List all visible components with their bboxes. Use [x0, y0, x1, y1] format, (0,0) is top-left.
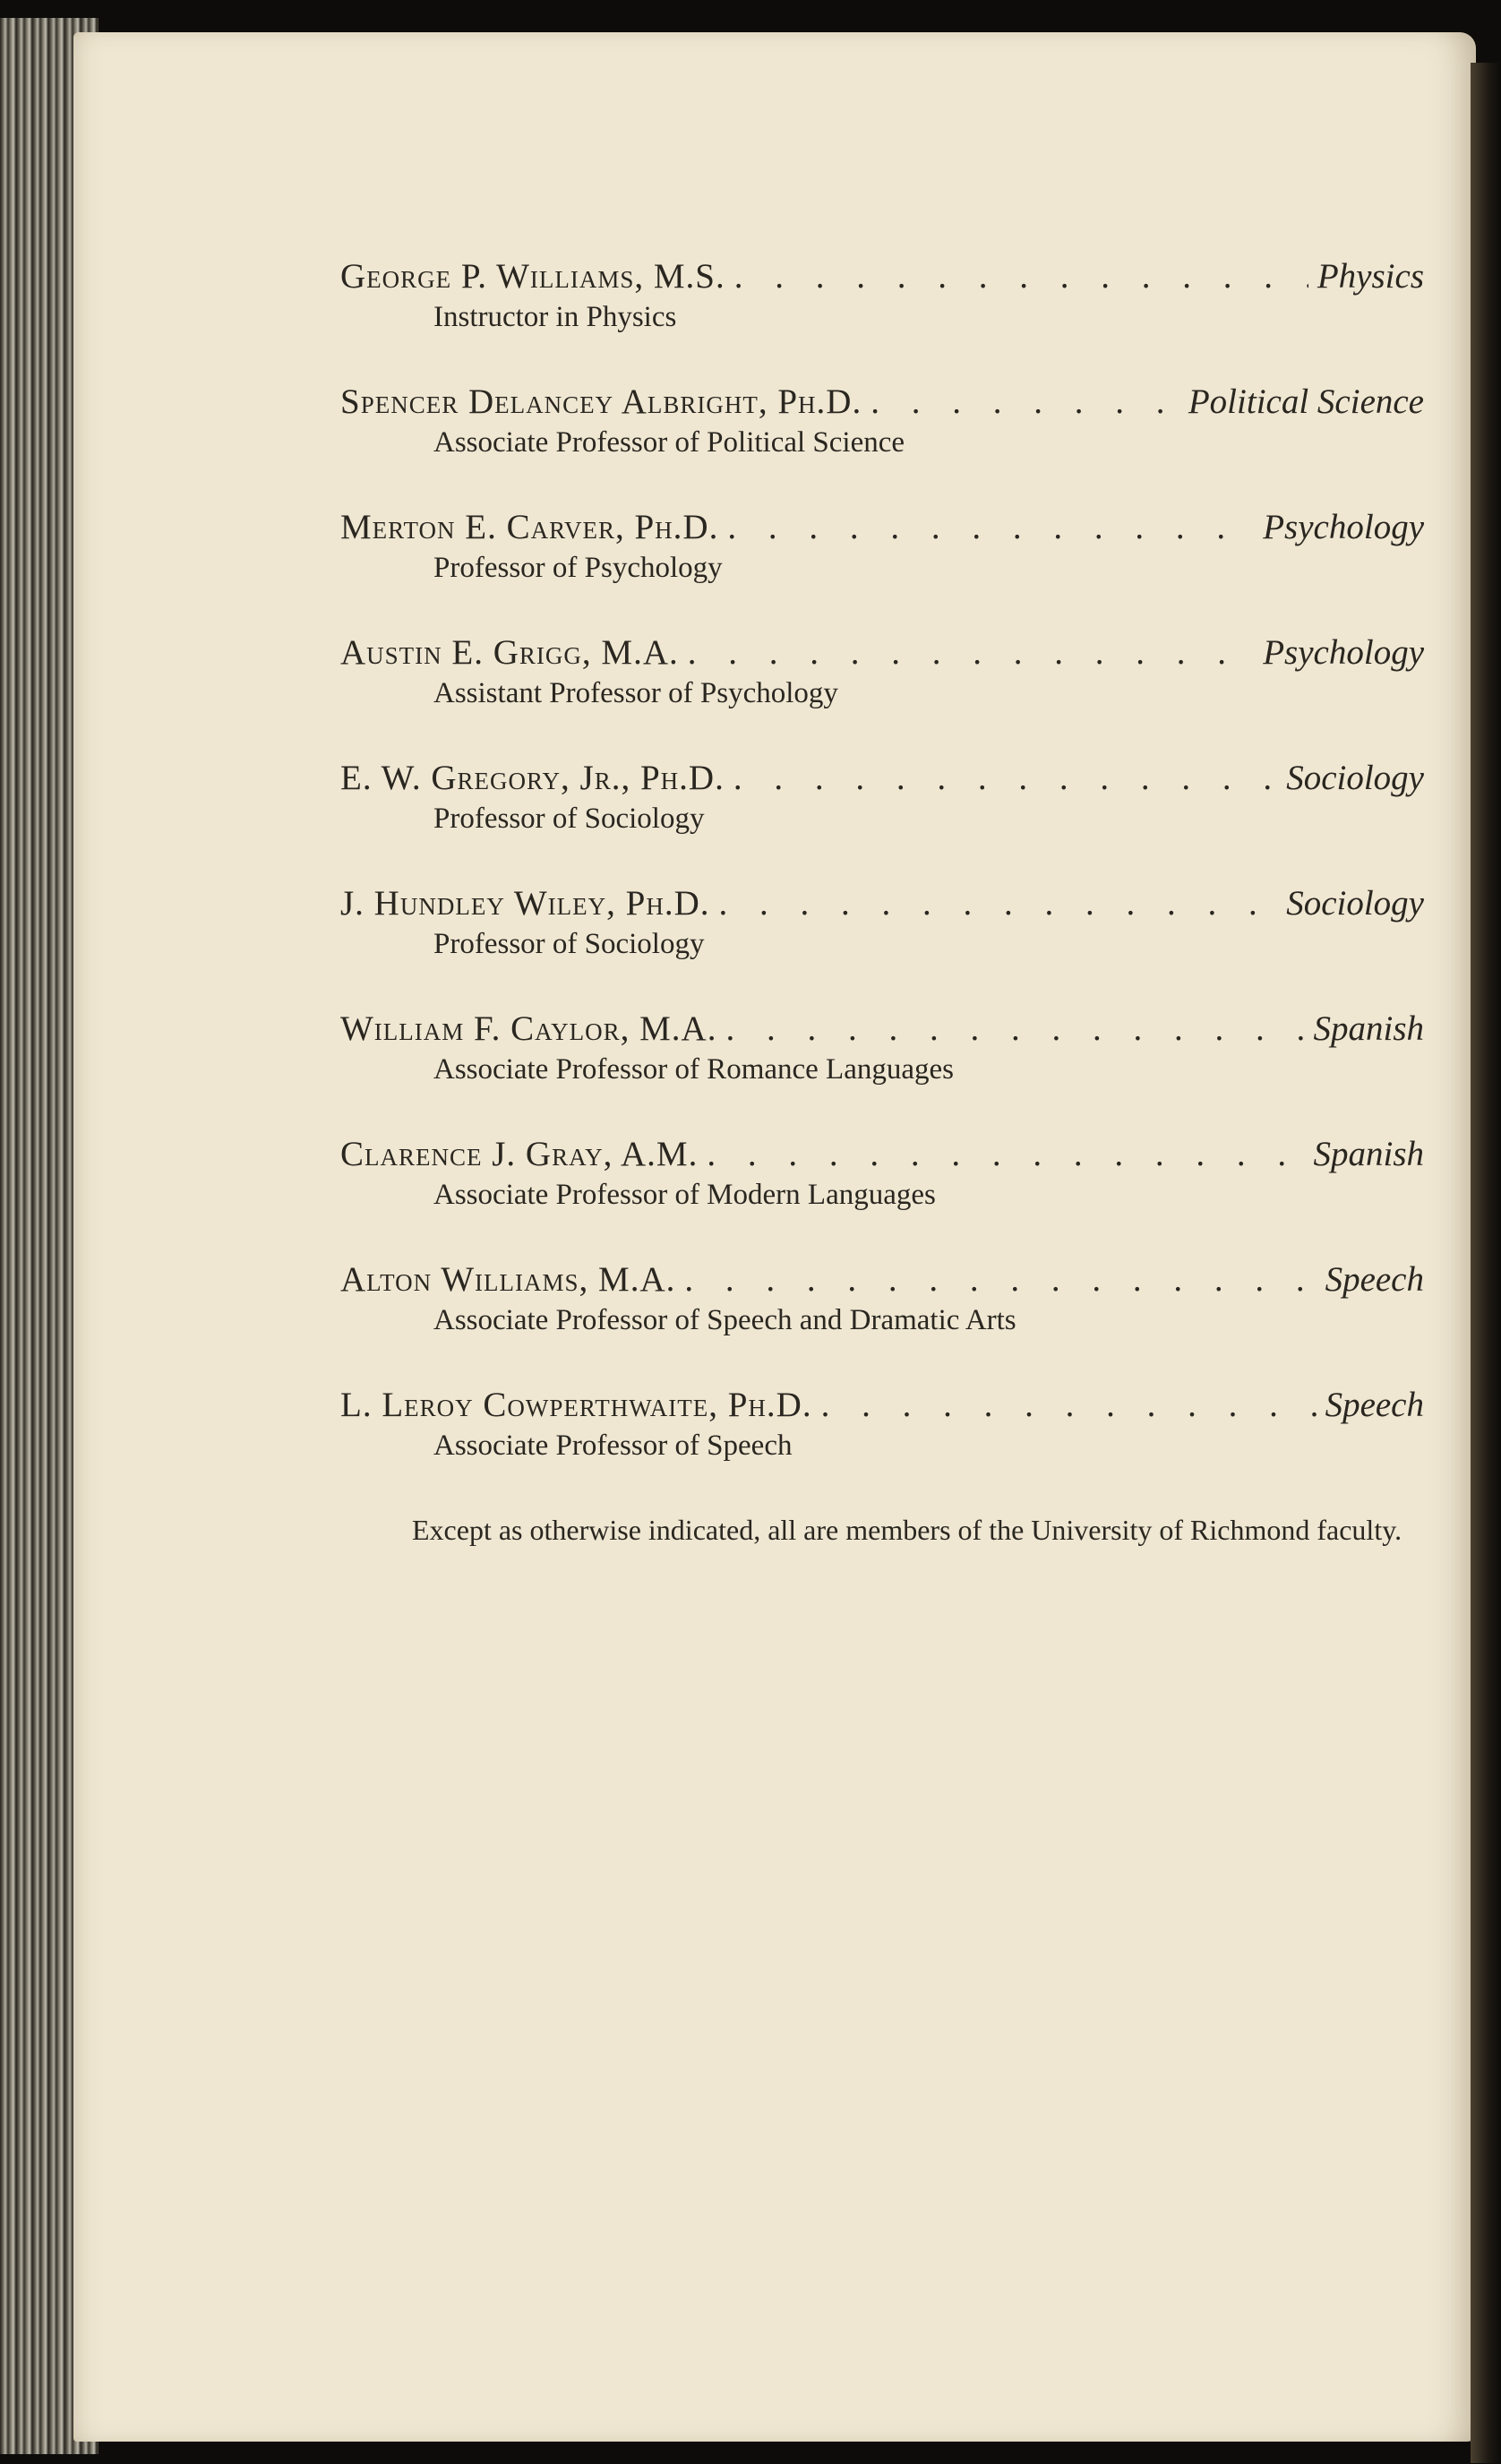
- faculty-title: Professor of Sociology: [433, 803, 705, 835]
- faculty-name: Merton E. Carver, Ph.D.: [340, 508, 719, 546]
- faculty-subject: Sociology: [1286, 759, 1424, 797]
- leader-dots: [727, 506, 1254, 549]
- faculty-title: Instructor in Physics: [433, 301, 677, 333]
- faculty-title: Associate Professor of Political Science: [433, 426, 905, 459]
- faculty-entry: [340, 255, 1424, 336]
- faculty-title: Assistant Professor of Psychology: [433, 677, 838, 709]
- faculty-name: William F. Caylor, M.A.: [340, 1009, 717, 1048]
- faculty-title: Professor of Psychology: [433, 552, 723, 584]
- faculty-name: J. Hundley Wiley, Ph.D.: [340, 884, 710, 923]
- leader-dots: [871, 381, 1179, 424]
- faculty-name: L. Leroy Cowperthwaite, Ph.D.: [340, 1386, 812, 1424]
- faculty-entry: [340, 757, 1424, 837]
- faculty-title: Associate Professor of Speech: [433, 1429, 793, 1462]
- faculty-name: Spencer Delancey Albright, Ph.D.: [340, 382, 862, 421]
- faculty-entry: [340, 1133, 1424, 1214]
- faculty-subject: Spanish: [1313, 1135, 1424, 1173]
- faculty-title: Associate Professor of Modern Languages: [433, 1179, 936, 1211]
- leader-dots: [684, 1258, 1316, 1301]
- faculty-subject: Spanish: [1313, 1009, 1424, 1048]
- leader-dots: [725, 1008, 1304, 1051]
- faculty-title: Associate Professor of Romance Languages: [433, 1053, 954, 1086]
- faculty-name: Clarence J. Gray, A.M.: [340, 1135, 699, 1173]
- faculty-name: E. W. Gregory, Jr., Ph.D.: [340, 759, 725, 797]
- faculty-entry: [340, 1008, 1424, 1088]
- page-edge-shadow: [1471, 63, 1501, 2463]
- faculty-subject: Political Science: [1188, 382, 1424, 421]
- faculty-name: Alton Williams, M.A.: [340, 1260, 676, 1299]
- faculty-entry: [340, 381, 1424, 461]
- leader-dots: [688, 631, 1254, 674]
- faculty-title: Professor of Sociology: [433, 928, 705, 960]
- leader-dots: [733, 757, 1277, 800]
- faculty-entry: [340, 506, 1424, 587]
- leader-dots: [719, 882, 1278, 925]
- leader-dots: [734, 255, 1308, 298]
- leader-dots: [707, 1133, 1304, 1176]
- faculty-subject: Psychology: [1263, 633, 1424, 672]
- faculty-subject: Speech: [1325, 1386, 1424, 1424]
- leader-dots: [821, 1384, 1317, 1427]
- footnote: Except as otherwise indicated, all are members of the University of Richmond faculty.: [412, 1514, 1402, 1546]
- faculty-subject: Speech: [1325, 1260, 1424, 1299]
- faculty-entry: [340, 1258, 1424, 1339]
- faculty-entry: [340, 882, 1424, 963]
- faculty-name: George P. Williams, M.S.: [340, 257, 725, 296]
- faculty-subject: Physics: [1317, 257, 1424, 296]
- faculty-title: Associate Professor of Speech and Dramatic Arts: [433, 1304, 1016, 1336]
- faculty-name: Austin E. Grigg, M.A.: [340, 633, 679, 672]
- faculty-list: [340, 255, 1424, 1550]
- faculty-entry: [340, 631, 1424, 712]
- faculty-subject: Psychology: [1263, 508, 1424, 546]
- faculty-entry: [340, 1384, 1424, 1464]
- faculty-subject: Sociology: [1286, 884, 1424, 923]
